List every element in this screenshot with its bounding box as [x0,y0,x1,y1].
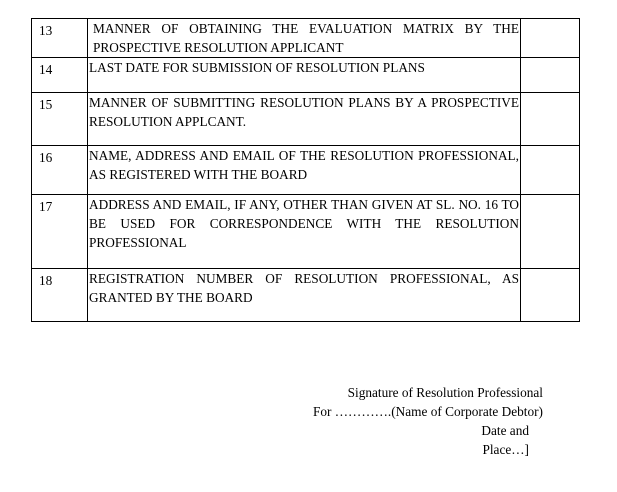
serial-number: 14 [39,62,53,77]
table-row [32,269,580,322]
description-text: MANNER OF SUBMITTING RESOLUTION PLANS BY A PROSPECTIVE RESOLUTION APPLCANT. [89,95,519,129]
value-cell [521,146,580,195]
description-cell [88,269,521,322]
value-cell [521,19,580,58]
value-cell [521,93,580,146]
description-text: MANNER OF OBTAINING THE EVALUATION MATRIX BY THE PROSPECTIVE RESOLUTION APPLICANT [93,21,519,55]
description-cell [88,146,521,195]
signature-line: Signature of Resolution Professional [347,385,543,400]
corporate-debtor-line: For ………….(Name of Corporate Debtor) [312,404,543,419]
description-cell [88,93,521,146]
serial-number: 16 [39,150,53,165]
value-cell [521,269,580,322]
description-text: LAST DATE FOR SUBMISSION OF RESOLUTION PLANS [89,60,425,75]
description-cell [88,19,521,58]
serial-number: 17 [39,199,53,214]
value-cell [521,195,580,269]
table-row [32,146,580,195]
date-line: Date and [481,423,529,438]
serial-number-cell [32,146,88,195]
description-cell [88,195,521,269]
serial-number-cell [32,58,88,93]
serial-number: 15 [39,97,53,112]
value-cell [521,58,580,93]
description-text: REGISTRATION NUMBER OF RESOLUTION PROFESSIONAL, AS GRANTED BY THE BOARD [89,271,519,305]
description-cell [88,58,521,93]
serial-number-cell [32,19,88,58]
table-row [32,93,580,146]
table-row [32,195,580,269]
particulars-table [31,18,580,322]
table-row [32,19,580,58]
table-row [32,58,580,93]
place-line: Place…] [482,442,529,457]
serial-number-cell [32,269,88,322]
serial-number-cell [32,93,88,146]
serial-number: 13 [39,23,53,38]
description-text: ADDRESS AND EMAIL, IF ANY, OTHER THAN GIVEN AT SL. NO. 16 TO BE USED FOR CORRESPONDENCE WITH THE RESOLUTION PROFESSIONAL [89,197,519,250]
description-text: NAME, ADDRESS AND EMAIL OF THE RESOLUTION PROFESSIONAL, AS REGISTERED WITH THE BOARD [89,148,519,182]
serial-number: 18 [39,273,53,288]
serial-number-cell [32,195,88,269]
signature-block [313,383,543,459]
